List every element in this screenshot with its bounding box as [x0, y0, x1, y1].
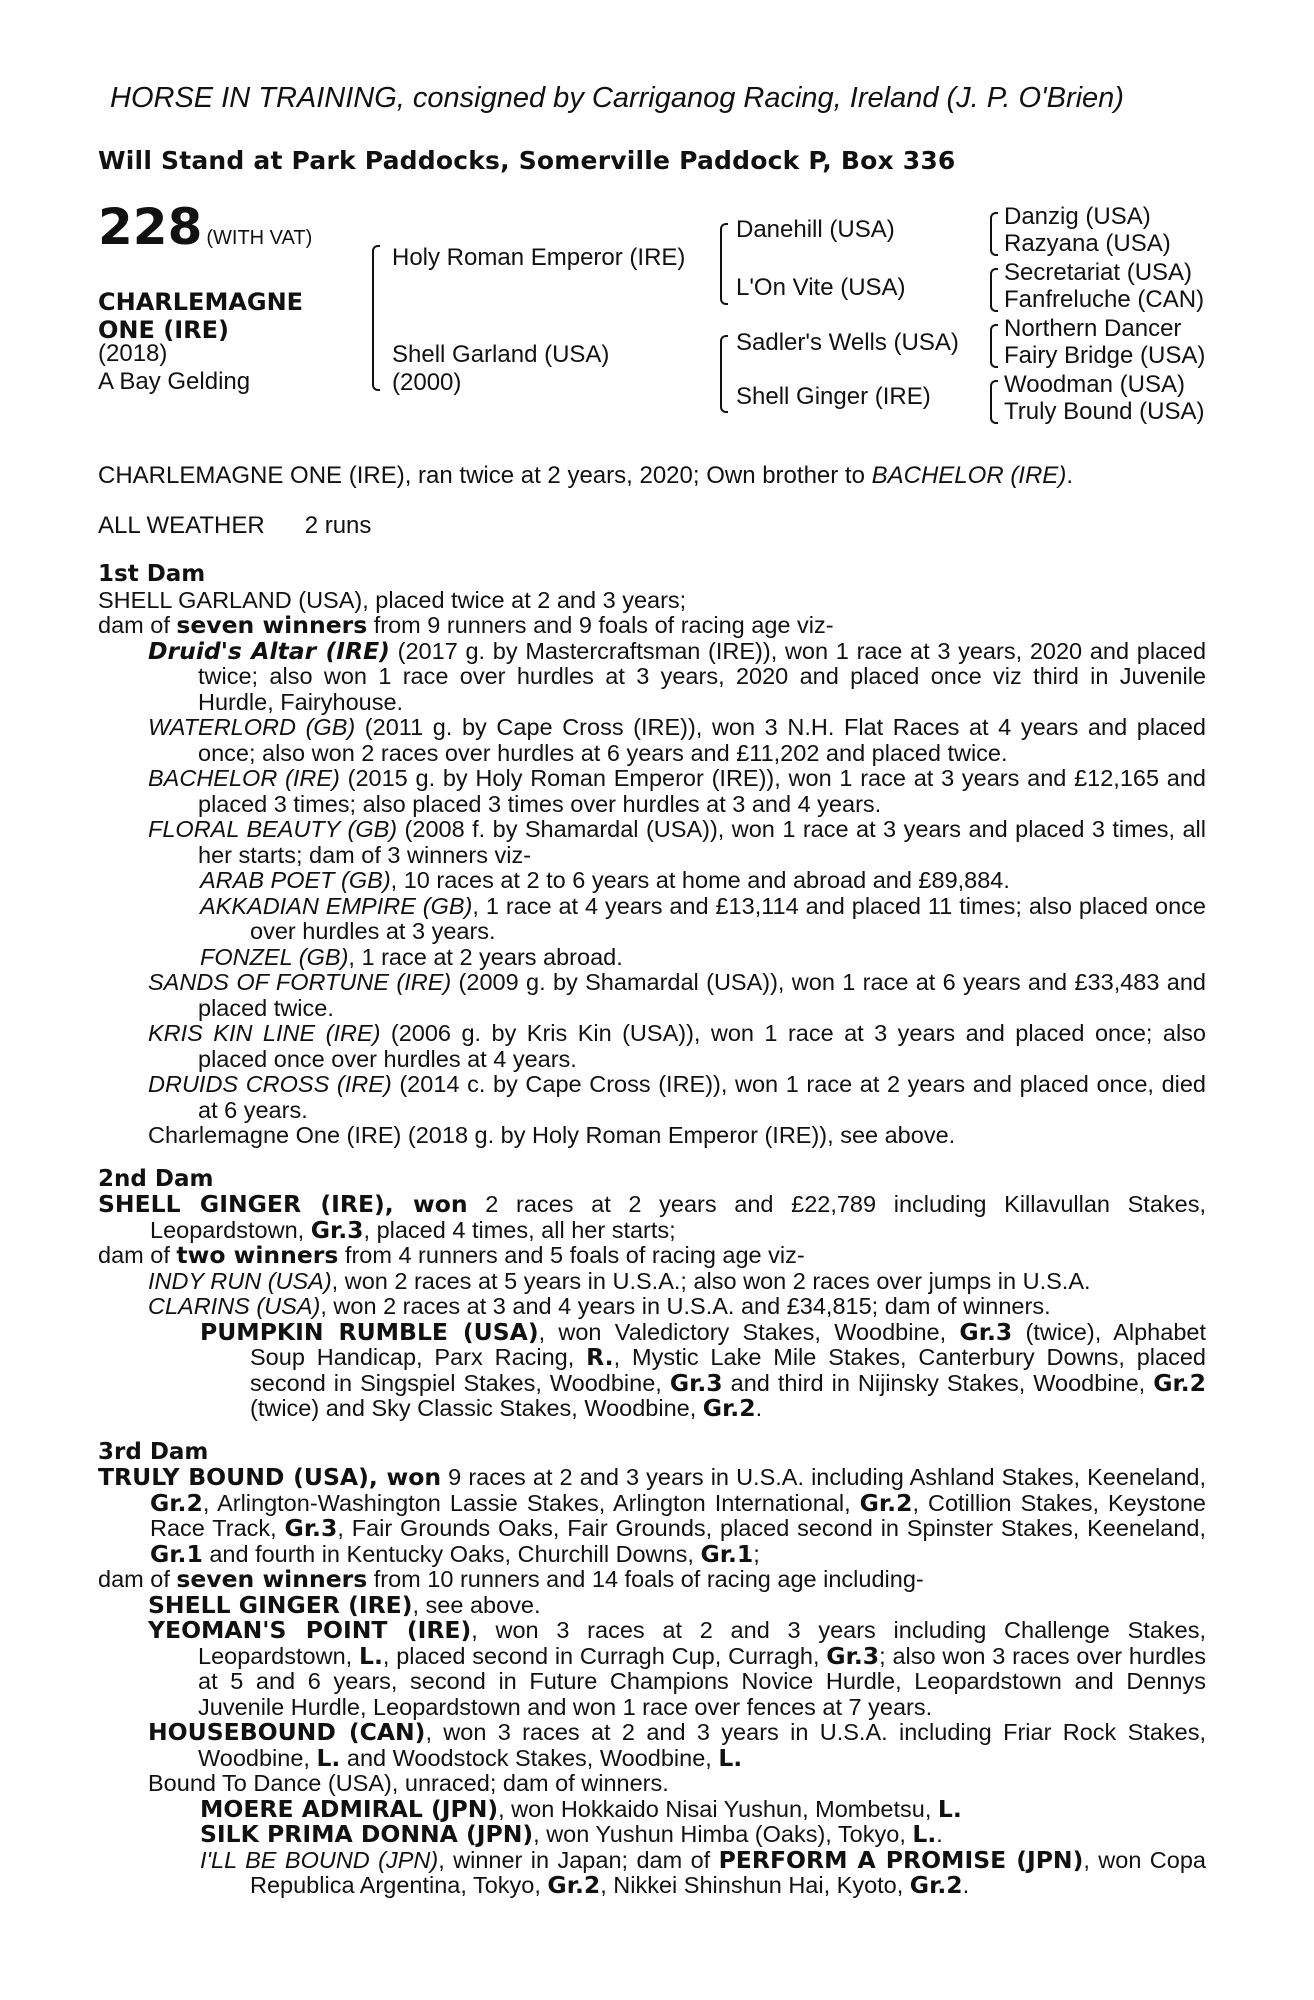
sire-dam-bracket: [372, 245, 380, 391]
horse-name: FONZEL (GB): [200, 943, 349, 970]
won-label: , won: [368, 1463, 442, 1491]
list-item: [98, 766, 1206, 817]
horse-name: DRUIDS CROSS (IRE): [148, 1071, 392, 1097]
text: and third in Nijinsky Stakes, Woodbine,: [722, 1369, 1154, 1396]
horse-name: I'LL BE BOUND (JPN): [200, 1846, 439, 1873]
ped-dam-dam: Shell Ginger (IRE): [736, 383, 931, 410]
list-item: [98, 1618, 1206, 1720]
text: 9 races at 2 and 3 years in U.S.A. including Ashland Stakes, Keeneland,: [441, 1464, 1206, 1490]
winners-count: seven winners: [176, 1565, 368, 1593]
list-item: [98, 868, 1206, 894]
list-item: [98, 636, 1207, 716]
horse-name: HOUSEBOUND (CAN): [148, 1718, 426, 1746]
lot-number: 228: [98, 198, 203, 256]
intro-text: CHARLEMAGNE ONE (IRE), ran twice at 2 years, 2020; Own brother to: [98, 462, 872, 489]
ped-sire-sire: Danehill (USA): [736, 216, 895, 243]
grade: Gr.1: [700, 1539, 754, 1568]
list-item: Charlemagne One (IRE) (2018 g. by Holy Roman Emperor (IRE)), see above.: [148, 1122, 956, 1148]
text: , won Valedictory Stakes, Woodbine,: [538, 1318, 960, 1345]
horse-name: [98, 288, 303, 344]
text: , winner in Japan; dam of: [438, 1846, 719, 1873]
g3-bracket-3: [990, 324, 998, 368]
text: from 10 runners and 14 foals of racing age including-: [367, 1566, 924, 1592]
horse-name: SANDS OF FORTUNE (IRE): [148, 969, 452, 995]
grade: Gr.2: [150, 1488, 203, 1517]
won-label: , won: [384, 1190, 468, 1218]
text: ; also won 3 races over hurdles at 5 and 6 years, second in Future Champions Novice Hurdle, Leopardstown and Dennys Juvenile Hurdle, Leopardstown and won 1 race over fences at 7 years.: [198, 1642, 1206, 1720]
ped-dss: Northern Dancer: [1004, 315, 1182, 342]
horse-name: FLORAL BEAUTY (GB): [148, 816, 398, 842]
text: , placed second in Curragh Cup, Curragh,: [382, 1642, 827, 1669]
stand-location: Will Stand at Park Paddocks, Somerville Paddock P, Box 336: [98, 146, 956, 175]
grade: L.: [718, 1743, 743, 1772]
horse-name: SHELL GINGER (IRE): [98, 1190, 385, 1218]
text: , 1 race at 4 years and £13,114 and placed 11 times; also placed once over hurdles at 3 years.: [250, 892, 1206, 944]
grade: Gr.3: [959, 1317, 1013, 1346]
winners-count: two winners: [176, 1241, 339, 1269]
text: dam of: [98, 1566, 177, 1592]
grade: Gr.3: [826, 1641, 880, 1670]
text: .: [962, 1872, 970, 1898]
text: (2017 g. by Mastercraftsman (IRE)), won 1 race at 3 years, 2020 and placed twice; also won 1 race over hurdles at 3 years, 2020 and placed once viz third in Juvenile Hurdle, Fairyhouse.: [198, 637, 1207, 715]
horse-name: WATERLORD (GB): [148, 714, 356, 740]
lot-block: [98, 198, 312, 256]
list-item: [98, 715, 1206, 766]
ped-sire-dam: L'On Vite (USA): [736, 274, 906, 301]
horse-name: AKKADIAN EMPIRE (GB): [200, 892, 473, 919]
grade: Gr.1: [150, 1539, 203, 1568]
horse-name: TRULY BOUND (USA): [98, 1463, 369, 1491]
g3-bracket-2: [990, 268, 998, 312]
grade: Gr.3: [284, 1514, 338, 1542]
ped-dds: Woodman (USA): [1004, 371, 1185, 398]
text: and fourth in Kentucky Oaks, Churchill Downs,: [202, 1540, 701, 1567]
sire-side-bracket: [720, 223, 728, 305]
list-item: [98, 1794, 1206, 1823]
grade: R.: [586, 1343, 614, 1371]
all-weather-label: ALL WEATHER: [98, 512, 265, 539]
text: , Mystic Lake Mile Stakes, Canterbury Downs, placed second in Singspiel Stakes, Woodbine,: [250, 1344, 1206, 1396]
text: , won 2 races at 3 and 4 years in U.S.A. and £34,815; dam of winners.: [320, 1293, 1051, 1319]
ped-ddd: Truly Bound (USA): [1004, 398, 1205, 425]
first-dam-heading: 1st Dam: [98, 561, 206, 587]
text: dam of: [98, 1242, 177, 1268]
grade: Gr.3: [310, 1215, 364, 1244]
horse-name: INDY RUN (USA): [148, 1267, 332, 1294]
grade: L.: [937, 1794, 962, 1823]
horse-name: ARAB POET (GB): [200, 867, 391, 893]
text: (2015 g. by Holy Roman Emperor (IRE)), won 1 race at 3 years and £12,165 and placed 3 times; also placed 3 times over hurdles at 3 and 4 years.: [198, 765, 1207, 817]
ped-sire: Holy Roman Emperor (IRE): [392, 244, 686, 271]
text: (2008 f. by Shamardal (USA)), won 1 race at 3 years and placed 3 times, all her starts; dam of 3 winners viz-: [198, 816, 1206, 868]
all-weather-line: [98, 512, 411, 540]
list-item: [98, 1072, 1206, 1123]
horse-meta: [98, 340, 250, 396]
list-item: [98, 970, 1206, 1021]
second-dam-heading: 2nd Dam: [98, 1165, 214, 1192]
list-item: [98, 1294, 1206, 1320]
ped-sdd: Fanfreluche (CAN): [1004, 286, 1205, 313]
horse-name: BACHELOR (IRE): [148, 765, 340, 791]
third-dam-produce: [98, 1567, 1206, 1593]
text: , Arlington-Washington Lassie Stakes, Arlington International,: [202, 1489, 860, 1516]
grade: Gr.3: [669, 1368, 723, 1397]
list-item: [98, 1021, 1206, 1072]
horse-name: SILK PRIMA DONNA (JPN): [200, 1820, 534, 1848]
vat-label: (WITH VAT): [206, 227, 313, 249]
grade: Gr.2: [909, 1871, 963, 1899]
text: , won Copa Republica Argentina, Tokyo,: [250, 1846, 1206, 1898]
intro-brother: BACHELOR (IRE): [871, 462, 1067, 489]
list-item: [98, 1845, 1206, 1899]
ped-sds: Secretariat (USA): [1004, 259, 1193, 286]
text: , 10 races at 2 to 6 years at home and abroad and £89,884.: [390, 867, 1010, 893]
grade: L.: [358, 1641, 383, 1670]
horse-name: KRIS KIN LINE (IRE): [148, 1020, 381, 1046]
ped-dam-sire: Sadler's Wells (USA): [736, 329, 959, 356]
text: (2014 c. by Cape Cross (IRE)), won 1 race at 2 years and placed once, died at 6 years.: [198, 1071, 1207, 1123]
ped-sss: Danzig (USA): [1004, 203, 1151, 230]
horse-name: PERFORM A PROMISE (JPN): [718, 1845, 1084, 1874]
list-item: Bound To Dance (USA), unraced; dam of winners.: [148, 1770, 669, 1796]
ped-dam: Shell Garland (USA): [392, 341, 610, 368]
second-dam-produce: [98, 1243, 1206, 1269]
horse-name: MOERE ADMIRAL (JPN): [200, 1794, 499, 1823]
text: ;: [753, 1540, 760, 1567]
list-item: [98, 1822, 1206, 1848]
text: .: [936, 1821, 943, 1847]
grade: L.: [912, 1820, 937, 1848]
list-item: [98, 1269, 1206, 1295]
text: , won Yushun Himba (Oaks), Tokyo,: [533, 1821, 913, 1847]
list-item: [98, 945, 1206, 971]
horse-name: Druid's Altar (IRE): [148, 636, 390, 665]
text: 2 races at 2 years and £22,789 including Killavullan Stakes, Leopardstown,: [150, 1191, 1207, 1243]
all-weather-value: 2 runs: [304, 512, 372, 539]
text: , won Hokkaido Nisai Yushun, Mombetsu,: [498, 1795, 938, 1822]
list-item: [98, 817, 1206, 868]
text: , placed 4 times, all her starts;: [363, 1216, 676, 1243]
g3-bracket-1: [990, 212, 998, 256]
text: , see above.: [412, 1591, 541, 1618]
intro-line: [98, 462, 1073, 490]
third-dam-heading: 3rd Dam: [98, 1438, 209, 1465]
horse-name: YEOMAN'S POINT (IRE): [148, 1616, 472, 1644]
third-dam-summary: [98, 1465, 1206, 1567]
second-dam-summary: [98, 1192, 1206, 1243]
list-item: [98, 1590, 1206, 1619]
list-item: [98, 1317, 1207, 1422]
text: dam of: [98, 612, 177, 638]
text: , won 3 races at 2 and 3 years including Challenge Stakes, Leopardstown,: [198, 1617, 1206, 1669]
text: , 1 race at 2 years abroad.: [348, 943, 623, 970]
horse-name: SHELL GINGER (IRE): [148, 1590, 413, 1619]
text: (twice) and Sky Classic Stakes, Woodbine,: [250, 1395, 703, 1421]
grade: Gr.2: [859, 1488, 913, 1517]
ped-ssd: Razyana (USA): [1004, 230, 1171, 257]
text: (2009 g. by Shamardal (USA)), won 1 race at 6 years and £33,483 and placed twice.: [198, 969, 1206, 1021]
text: , won 3 races at 2 and 3 years in U.S.A. including Friar Rock Stakes, Woodbine,: [198, 1719, 1206, 1771]
grade: Gr.2: [547, 1871, 601, 1899]
text: from 4 runners and 5 foals of racing age viz-: [338, 1242, 805, 1268]
horse-name: PUMPKIN RUMBLE (USA): [200, 1317, 539, 1346]
horse-description: A Bay Gelding: [98, 368, 251, 395]
horse-year: (2018): [98, 340, 168, 367]
dam-side-bracket: [720, 335, 728, 413]
text: , won 2 races at 5 years in U.S.A.; also won 2 races over jumps in U.S.A.: [331, 1267, 1091, 1294]
text: , Nikkei Shinshun Hai, Kyoto,: [600, 1872, 910, 1898]
first-dam-line2: [98, 613, 1206, 639]
grade: Gr.2: [702, 1394, 756, 1422]
first-dam-line1: SHELL GARLAND (USA), placed twice at 2 and 3 years;: [98, 586, 687, 613]
text: from 9 runners and 9 foals of racing age viz-: [367, 612, 834, 638]
intro-end: .: [1066, 462, 1073, 489]
ped-dsd: Fairy Bridge (USA): [1004, 342, 1206, 369]
text: and Woodstock Stakes, Woodbine,: [340, 1744, 719, 1771]
list-item: [98, 894, 1206, 945]
text: (2006 g. by Kris Kin (USA)), won 1 race at 3 years and placed once; also placed once over hurdles at 4 years.: [198, 1020, 1206, 1072]
text: (2011 g. by Cape Cross (IRE)), won 3 N.H. Flat Races at 4 years and placed once; also won 2 races over hurdles at 6 years and £11,202 and placed twice.: [198, 714, 1206, 766]
page-header: HORSE IN TRAINING, consigned by Carriganog Racing, Ireland (J. P. O'Brien): [110, 82, 1124, 114]
grade: Gr.2: [1153, 1368, 1207, 1397]
grade: L.: [316, 1743, 341, 1772]
horse-name-line2: ONE (IRE): [98, 316, 229, 344]
horse-name: CLARINS (USA): [148, 1293, 321, 1319]
text: , Fair Grounds Oaks, Fair Grounds, placed second in Spinster Stakes, Keeneland,: [337, 1515, 1207, 1541]
g3-bracket-4: [990, 380, 998, 424]
list-item: [98, 1720, 1206, 1771]
winners-count: seven winners: [176, 611, 368, 639]
text: , Cotillion Stakes, Keystone Race Track,: [150, 1489, 1206, 1541]
ped-dam-year: (2000): [392, 369, 462, 396]
text: .: [755, 1395, 763, 1421]
pedigree-notes: [98, 562, 1206, 1899]
text: (twice), Alphabet Soup Handicap, Parx Racing,: [250, 1318, 1206, 1370]
horse-name-line1: CHARLEMAGNE: [98, 288, 304, 316]
